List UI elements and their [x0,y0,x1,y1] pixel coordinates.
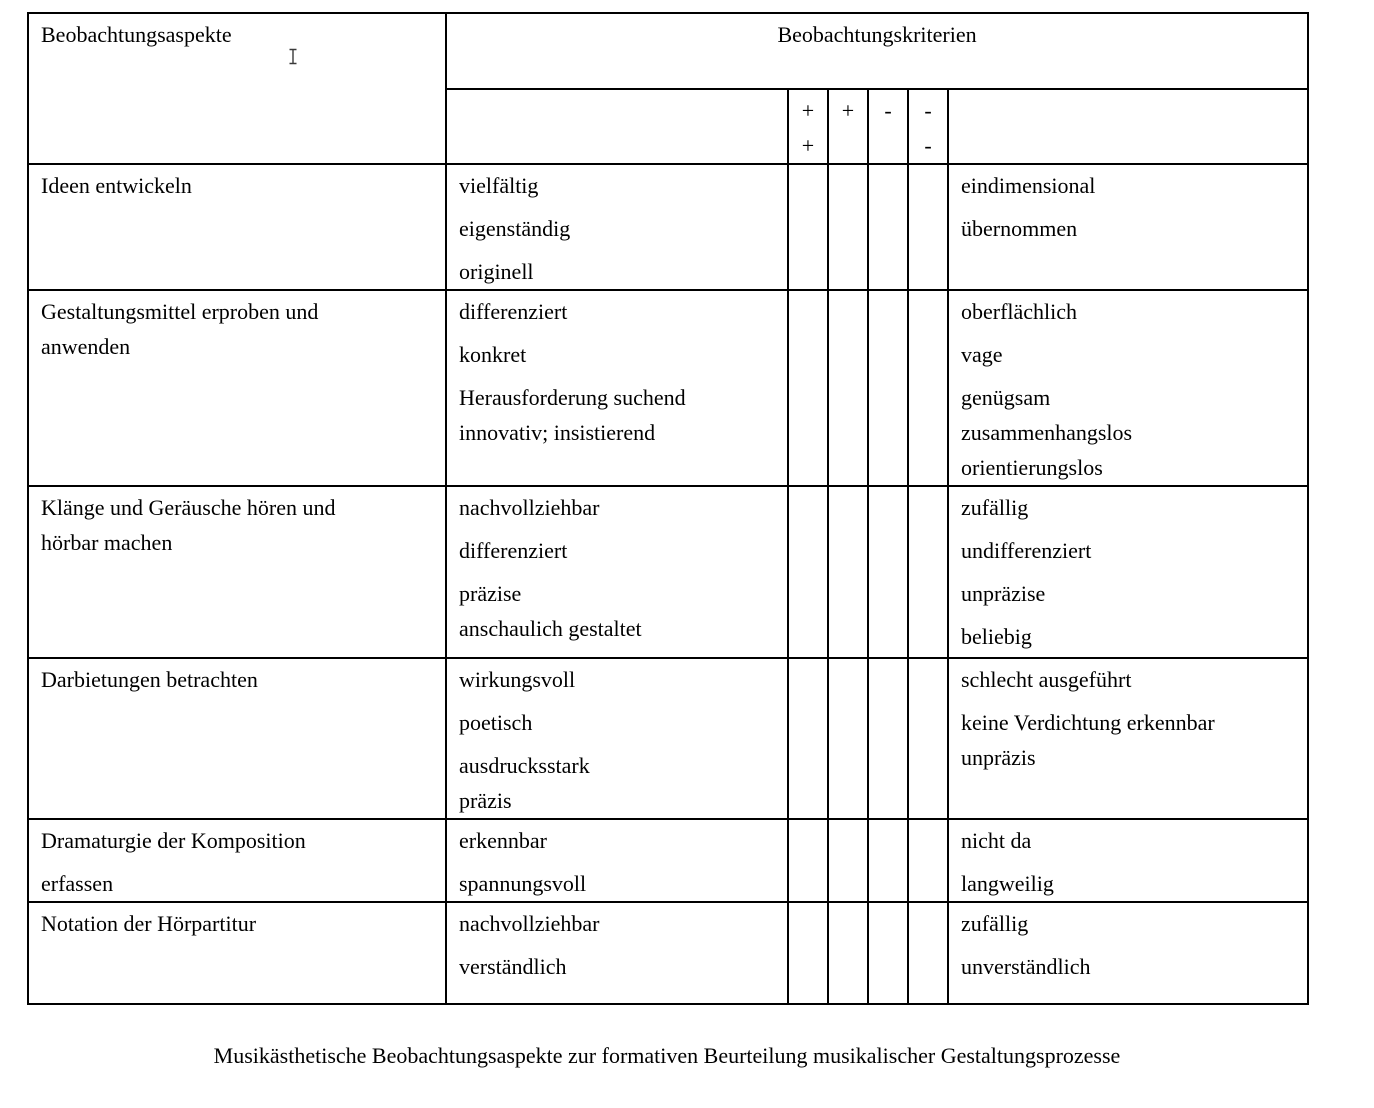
cell-negative-criteria [948,290,1308,486]
aspect-text: Klänge und Geräusche hören und [41,495,336,520]
rating-mark-cell[interactable] [828,164,868,290]
rating-mark-cell[interactable] [868,486,908,658]
rating-mark-cell[interactable] [828,819,868,902]
rating-mark-cell[interactable] [788,290,828,486]
rating-mark-cell[interactable] [868,290,908,486]
aspect-text: Dramaturgie der Komposition [41,828,306,853]
rating-mark-cell[interactable] [828,290,868,486]
cell-aspect [28,902,446,1004]
rating-mark-cell[interactable] [908,658,948,819]
cell-aspect [28,164,446,290]
rating-header-plus [828,89,868,164]
cell-aspect [28,819,446,902]
i-beam-cursor-icon [287,48,299,70]
criterion-text: orientierungslos [961,455,1103,480]
rating-symbol: - [884,98,892,123]
rating-header-minus [868,89,908,164]
rating-mark-cell[interactable] [828,658,868,819]
criterion-text: Herausforderung suchend [459,385,686,410]
aspect-text: hörbar machen [41,530,173,555]
criterion-text: vage [961,342,1003,367]
cell-positive-criteria [446,290,788,486]
rating-symbol: - [924,98,932,123]
criterion-text: spannungsvoll [459,871,587,896]
criterion-text: poetisch [459,710,533,735]
rating-header-minusminus [908,89,948,164]
criterion-text: wirkungsvoll [459,667,576,692]
aspects-header-cell [28,13,446,164]
criterion-text: präzis [459,788,512,813]
assessment-table [27,12,1309,1005]
criterion-text: differenziert [459,538,568,563]
blank-positive-header-cell [446,89,788,164]
rating-mark-cell[interactable] [828,486,868,658]
cell-positive-criteria [446,164,788,290]
criteria-header-label: Beobachtungskriterien [777,22,977,47]
rating-mark-cell[interactable] [868,164,908,290]
cell-negative-criteria [948,164,1308,290]
criterion-text: undifferenziert [961,538,1092,563]
criterion-text: innovativ; insistierend [459,420,656,445]
rating-mark-cell[interactable] [868,819,908,902]
aspect-text: Darbietungen betrachten [41,667,258,692]
cell-negative-criteria [948,819,1308,902]
criterion-text: unpräzise [961,581,1046,606]
criterion-text: eigenständig [459,216,571,241]
rating-symbol: + [841,98,855,123]
table-row [28,486,1308,658]
criterion-text: zufällig [961,495,1029,520]
criterion-text: vielfältig [459,173,539,198]
rating-mark-cell[interactable] [908,819,948,902]
aspect-text: erfassen [41,871,114,896]
rating-mark-cell[interactable] [788,902,828,1004]
rating-mark-cell[interactable] [868,658,908,819]
table-row [28,290,1308,486]
rating-symbol: + [801,133,815,158]
criterion-text: beliebig [961,624,1032,649]
rating-mark-cell[interactable] [868,902,908,1004]
rating-mark-cell[interactable] [908,902,948,1004]
aspect-text: Notation der Hörpartitur [41,911,257,936]
criterion-text: keine Verdichtung erkennbar [961,710,1215,735]
rating-mark-cell[interactable] [788,486,828,658]
aspect-text: Ideen entwickeln [41,173,192,198]
criterion-text: übernommen [961,216,1078,241]
cell-positive-criteria [446,819,788,902]
rating-symbol: - [924,133,932,158]
criterion-text: schlecht ausgeführt [961,667,1132,692]
rating-header-plusplus [788,89,828,164]
criterion-text: präzise [459,581,522,606]
criteria-header-cell [446,13,1308,89]
aspects-header-label: Beobachtungsaspekte [41,22,232,47]
table-row [28,902,1308,1004]
criterion-text: unverständlich [961,954,1091,979]
criterion-text: originell [459,259,534,284]
cell-positive-criteria [446,658,788,819]
criterion-text: zufällig [961,911,1029,936]
criterion-text: nachvollziehbar [459,911,600,936]
cell-negative-criteria [948,486,1308,658]
criterion-text: erkennbar [459,828,547,853]
table-row [28,164,1308,290]
criterion-text: eindimensional [961,173,1096,198]
rating-mark-cell[interactable] [908,164,948,290]
criterion-text: unpräzis [961,745,1036,770]
aspect-text: Gestaltungsmittel erproben und [41,299,319,324]
criterion-text: anschaulich gestaltet [459,616,642,641]
criterion-text: ausdrucksstark [459,753,590,778]
criterion-text: konkret [459,342,527,367]
table-row [28,819,1308,902]
blank-negative-header-cell [948,89,1308,164]
rating-mark-cell[interactable] [788,658,828,819]
table-caption: Musikästhetische Beobachtungsaspekte zur formativen Beurteilung musikalischer Gestaltungsprozesse [213,1043,1121,1068]
cell-negative-criteria [948,658,1308,819]
criterion-text: verständlich [459,954,567,979]
criterion-text: oberflächlich [961,299,1078,324]
criterion-text: differenziert [459,299,568,324]
criterion-text: nachvollziehbar [459,495,600,520]
cell-aspect [28,658,446,819]
aspect-text: anwenden [41,334,131,359]
cell-positive-criteria [446,486,788,658]
cell-aspect [28,290,446,486]
table-row [28,658,1308,819]
criterion-text: zusammenhangslos [961,420,1133,445]
cell-positive-criteria [446,902,788,1004]
rating-mark-cell[interactable] [908,486,948,658]
rating-symbol: + [801,98,815,123]
criterion-text: nicht da [961,828,1032,853]
cell-aspect [28,486,446,658]
rating-mark-cell[interactable] [908,290,948,486]
rating-mark-cell[interactable] [828,902,868,1004]
cell-negative-criteria [948,902,1308,1004]
criterion-text: genügsam [961,385,1051,410]
rating-mark-cell[interactable] [788,164,828,290]
rating-mark-cell[interactable] [788,819,828,902]
criterion-text: langweilig [961,871,1054,896]
